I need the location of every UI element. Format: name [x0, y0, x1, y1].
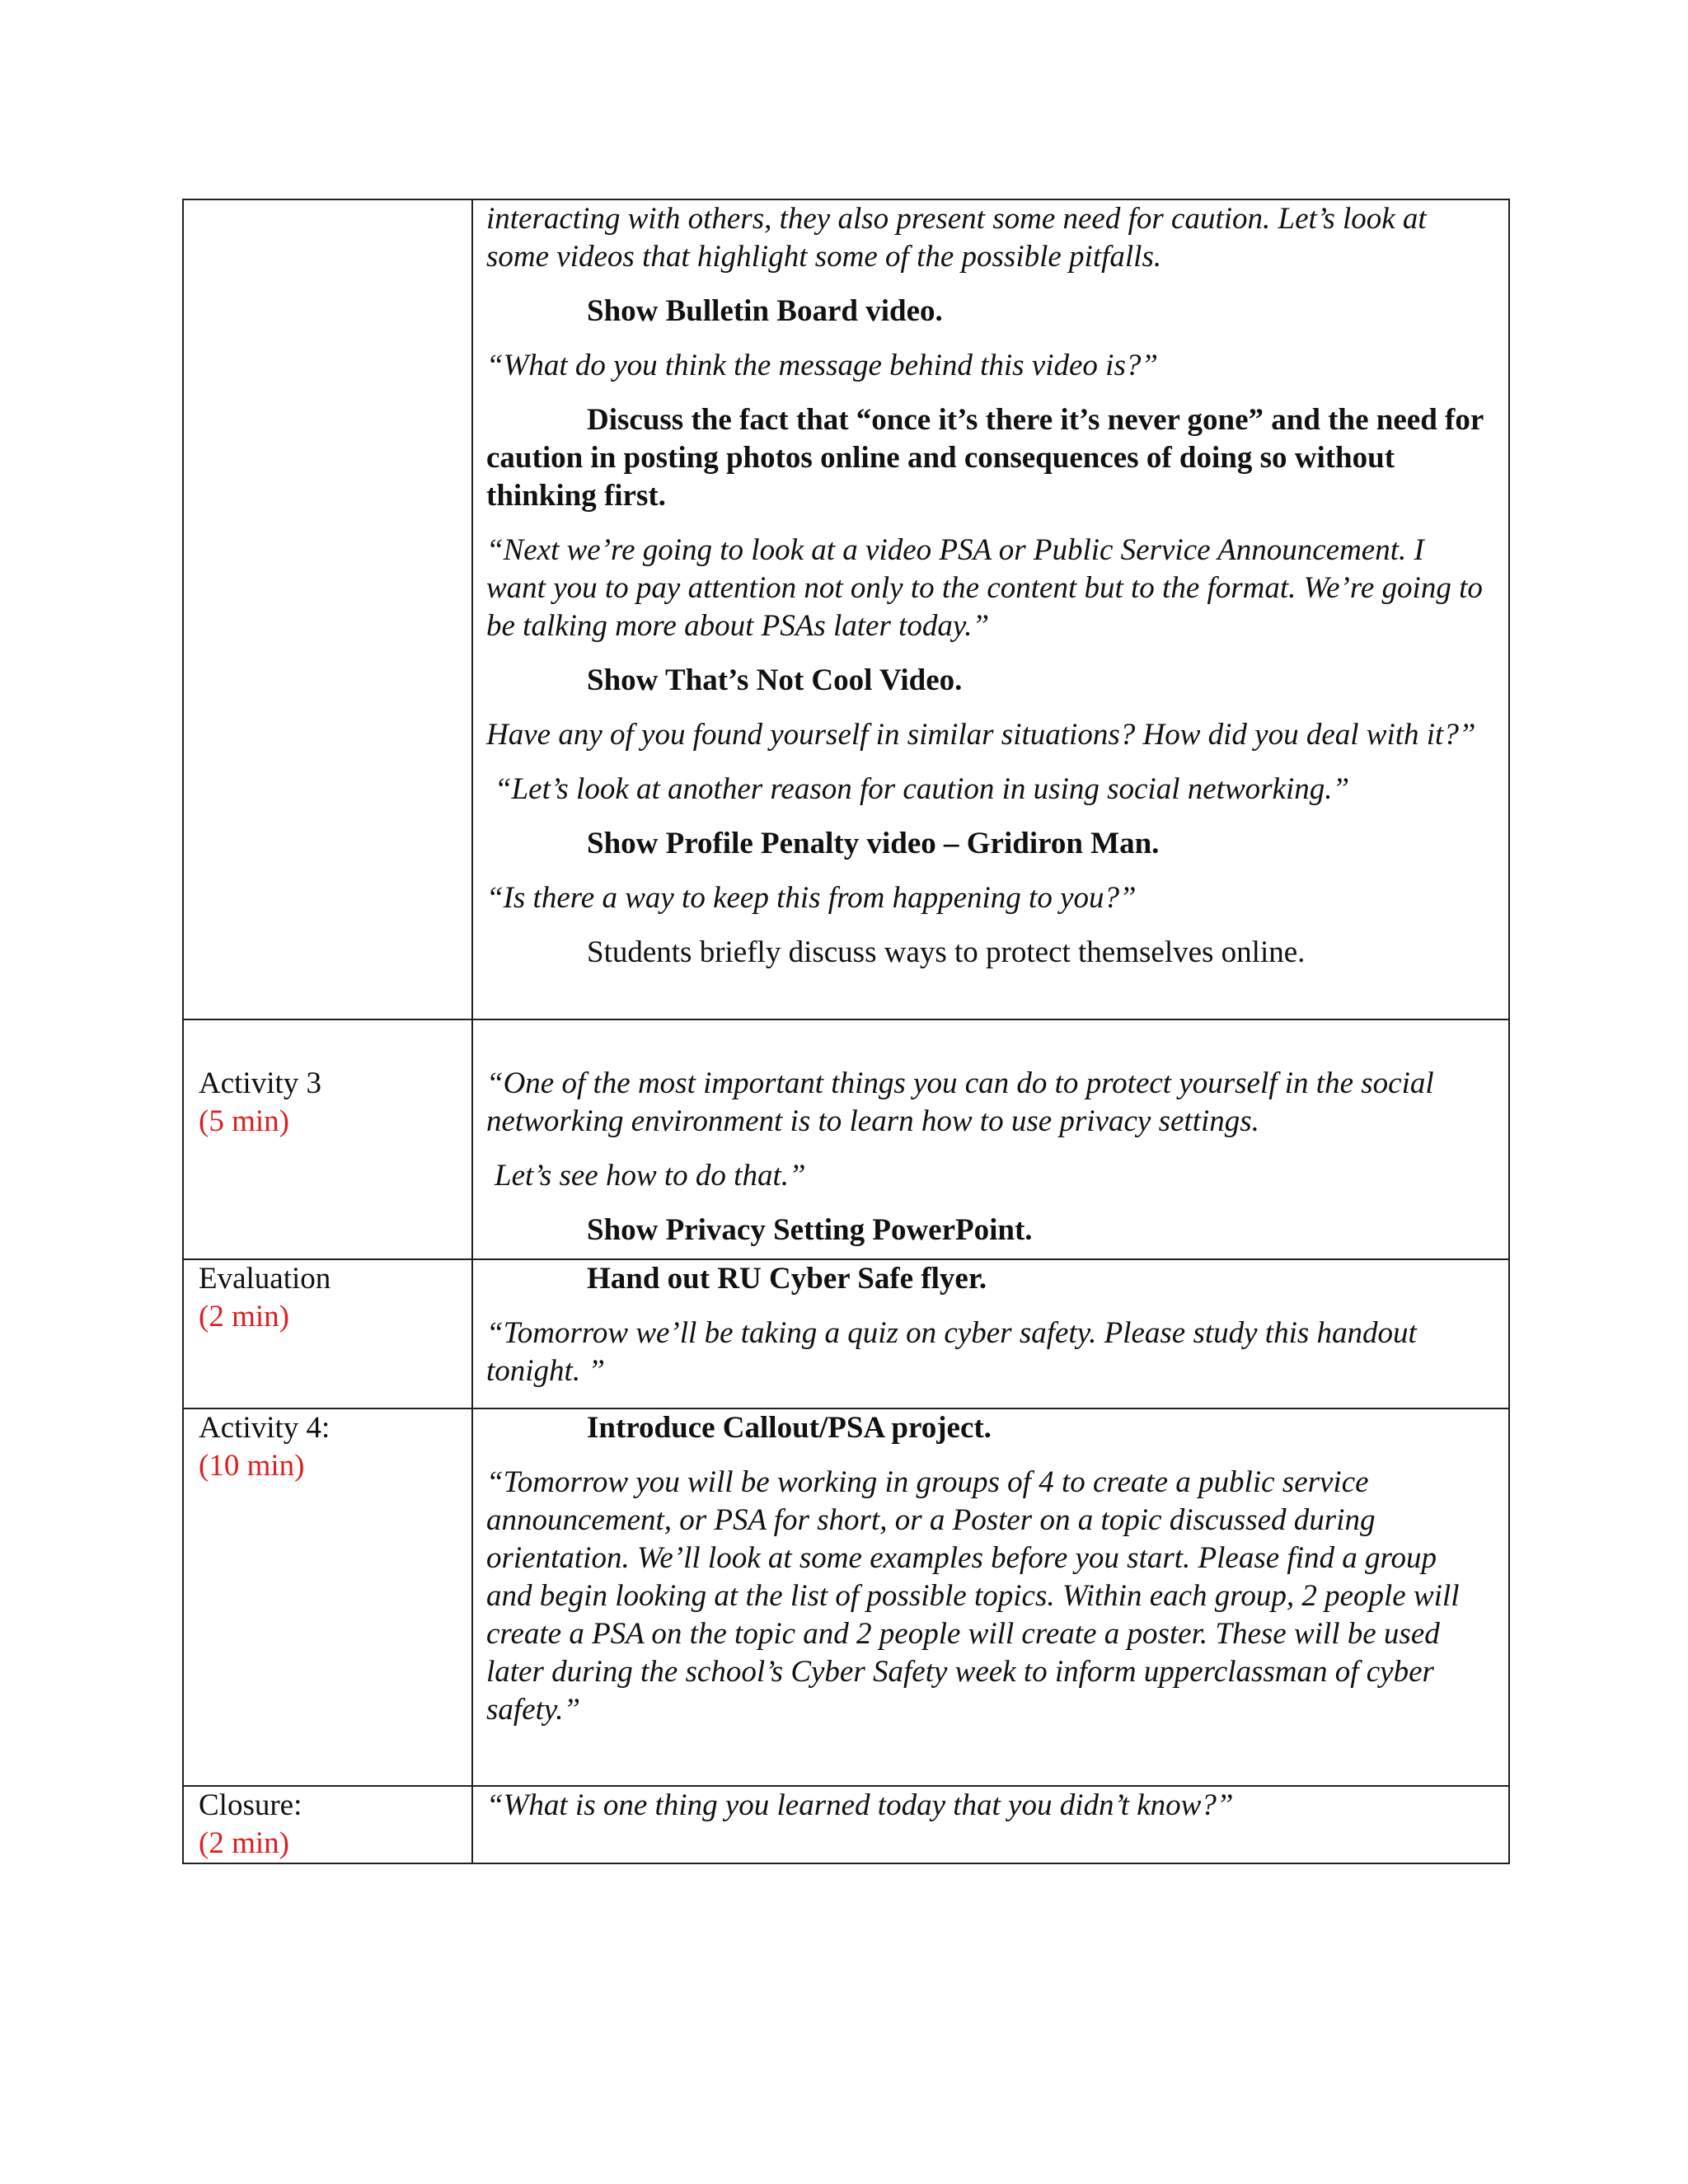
section-label: Closure: — [199, 1788, 302, 1822]
section-duration: (10 min) — [199, 1449, 305, 1483]
section-label-cell — [183, 1019, 472, 1259]
section-content-cell — [472, 1408, 1509, 1786]
teacher-script-text: “What do you think the message behind this video is?” — [486, 349, 1158, 382]
table-row — [183, 1259, 1509, 1408]
table-row — [183, 1786, 1509, 1863]
table-row — [183, 1408, 1509, 1786]
teacher-script-text: Have any of you found yourself in similar situations? How did you deal with it?” — [486, 718, 1476, 752]
lesson-plan-table — [182, 199, 1510, 1864]
instruction-text: Show Privacy Setting PowerPoint. — [587, 1213, 1033, 1247]
teacher-script-text: “What is one thing you learned today that you didn’t know?” — [486, 1788, 1234, 1822]
instruction-text: Hand out RU Cyber Safe flyer. — [587, 1262, 987, 1296]
teacher-script-text: “Let’s look at another reason for caution in using social networking.” — [495, 772, 1350, 806]
teacher-script-text: Let’s see how to do that.” — [495, 1159, 806, 1193]
table-row — [183, 1019, 1509, 1259]
teacher-script-text: “Tomorrow you will be working in groups of 4 to create a public service announcement, or PSA for short, or a Poster on a topic discussed during orientation. We’ll look at some examples before you start. Please find a group and begin looking at the list of possible topics. Within each group, 2 people will create a PSA on the topic and 2 people will create a poster. These will be used later during the school’s Cyber Safety week to inform upperclassman of cyber safety.” — [486, 1465, 1460, 1727]
section-duration: (2 min) — [199, 1826, 289, 1860]
teacher-script-text: interacting with others, they also present some need for caution. Let’s look at some videos that highlight some of the possible pitfalls. — [486, 202, 1427, 274]
instruction-text: Show Bulletin Board video. — [587, 294, 943, 328]
section-label-cell — [183, 199, 472, 1019]
teacher-script-text: “Is there a way to keep this from happening to you?” — [486, 881, 1137, 915]
teacher-script-text: “Tomorrow we’ll be taking a quiz on cyber safety. Please study this handout tonight. ” — [486, 1316, 1417, 1388]
table-row — [183, 199, 1509, 1019]
section-label: Evaluation — [199, 1262, 331, 1296]
section-content-cell — [472, 1259, 1509, 1408]
section-content-cell — [472, 1786, 1509, 1863]
instruction-text: Show That’s Not Cool Video. — [587, 663, 963, 697]
section-content-cell — [472, 199, 1509, 1019]
instruction-text: Show Profile Penalty video – Gridiron Man. — [587, 827, 1160, 860]
section-label: Activity 4: — [199, 1411, 331, 1445]
instruction-text: Students briefly discuss ways to protect themselves online. — [587, 935, 1306, 969]
section-content-cell — [472, 1019, 1509, 1259]
section-label-cell — [183, 1786, 472, 1863]
teacher-script-text: “Next we’re going to look at a video PSA or Public Service Announcement. I want you to pay attention not only to the content but to the format. We’re going to be talking more about PSAs later today.” — [486, 533, 1483, 643]
instruction-text: Discuss the fact that “once it’s there it’s never gone” and the need for caution in posting photos online and consequences of doing so without thinking first. — [486, 403, 1484, 513]
teacher-script-text: “One of the most important things you can do to protect yourself in the social networking environment is to learn how to use privacy settings. — [486, 1066, 1434, 1138]
instruction-text: Introduce Callout/PSA project. — [587, 1411, 992, 1445]
section-label-cell — [183, 1408, 472, 1786]
section-duration: (2 min) — [199, 1300, 289, 1333]
section-label: Activity 3 — [199, 1066, 322, 1100]
section-label-cell — [183, 1259, 472, 1408]
section-duration: (5 min) — [199, 1104, 289, 1138]
